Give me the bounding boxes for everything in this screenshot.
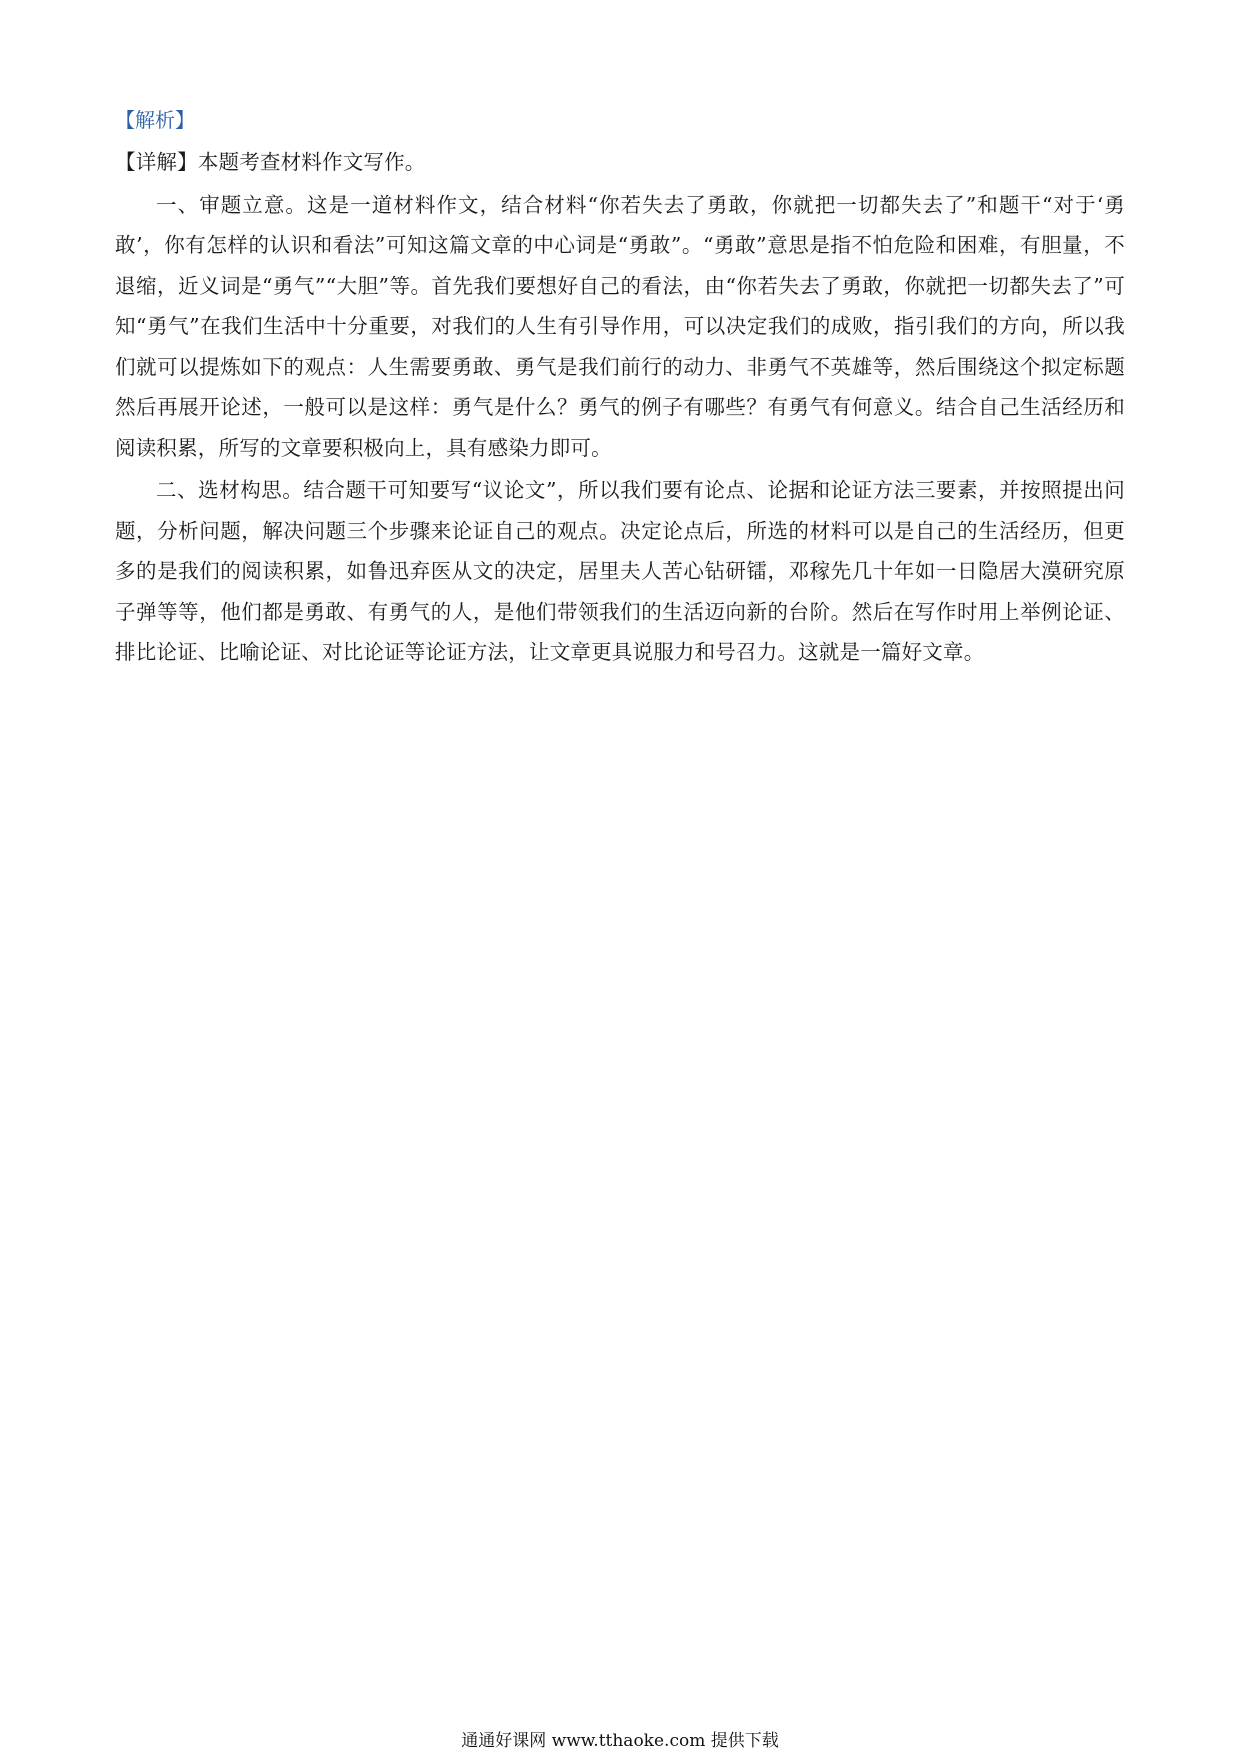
detail-label: 【详解】 (115, 150, 198, 174)
analysis-section-tag: 【解析】 (115, 108, 195, 132)
page-footer: 通通好课网 www.tthaoke.com 提供下载 (461, 1731, 779, 1751)
paragraph-topic-analysis: 一、审题立意。这是一道材料作文，结合材料“你若失去了勇敢，你就把一切都失去了”和题干“对于‘勇敢’，你有怎样的认识和看法”可知这篇文章的中心词是“勇敢”。“勇敢”意思是指不怕危险和困难，有胆量，不退缩，近义词是“勇气”“大胆”等。首先我们要想好自己的看法，由“你若失去了勇敢，你就把一切都失去了”可知“勇气”在我们生活中十分重要，对我们的人生有引导作用，可以决定我们的成败，指引我们的方向，所以我们就可以提炼如下的观点：人生需要勇敢、勇气是我们前行的动力、非勇气不英雄等，然后围绕这个拟定标题然后再展开论述，一般可以是这样：勇气是什么？勇气的例子有哪些？有勇气有何意义。结合自己生活经历和阅读积累，所写的文章要积极向上，具有感染力即可。 (115, 192, 1125, 460)
detail-text: 本题考查材料作文写作。 (197, 150, 426, 174)
document-page (115, 100, 1125, 675)
paragraph-material-selection: 二、选材构思。结合题干可知要写“议论文”，所以我们要有论点、论据和论证方法三要素，并按照提出问题，分析问题，解决问题三个步骤来论证自己的观点。决定论点后，所选的材料可以是自己的生活经历，但更多的是我们的阅读积累，如鲁迅弃医从文的决定，居里夫人苦心钻研镭，邓稼先几十年如一日隐居大漠研究原子弹等等，他们都是勇敢、有勇气的人，是他们带领我们的生活迈向新的台阶。然后在写作时用上举例论证、排比论证、比喻论证、对比论证等论证方法，让文章更具说服力和号召力。这就是一篇好文章。 (115, 478, 1125, 664)
detail-heading (115, 142, 1125, 183)
analysis-body (115, 185, 1125, 673)
